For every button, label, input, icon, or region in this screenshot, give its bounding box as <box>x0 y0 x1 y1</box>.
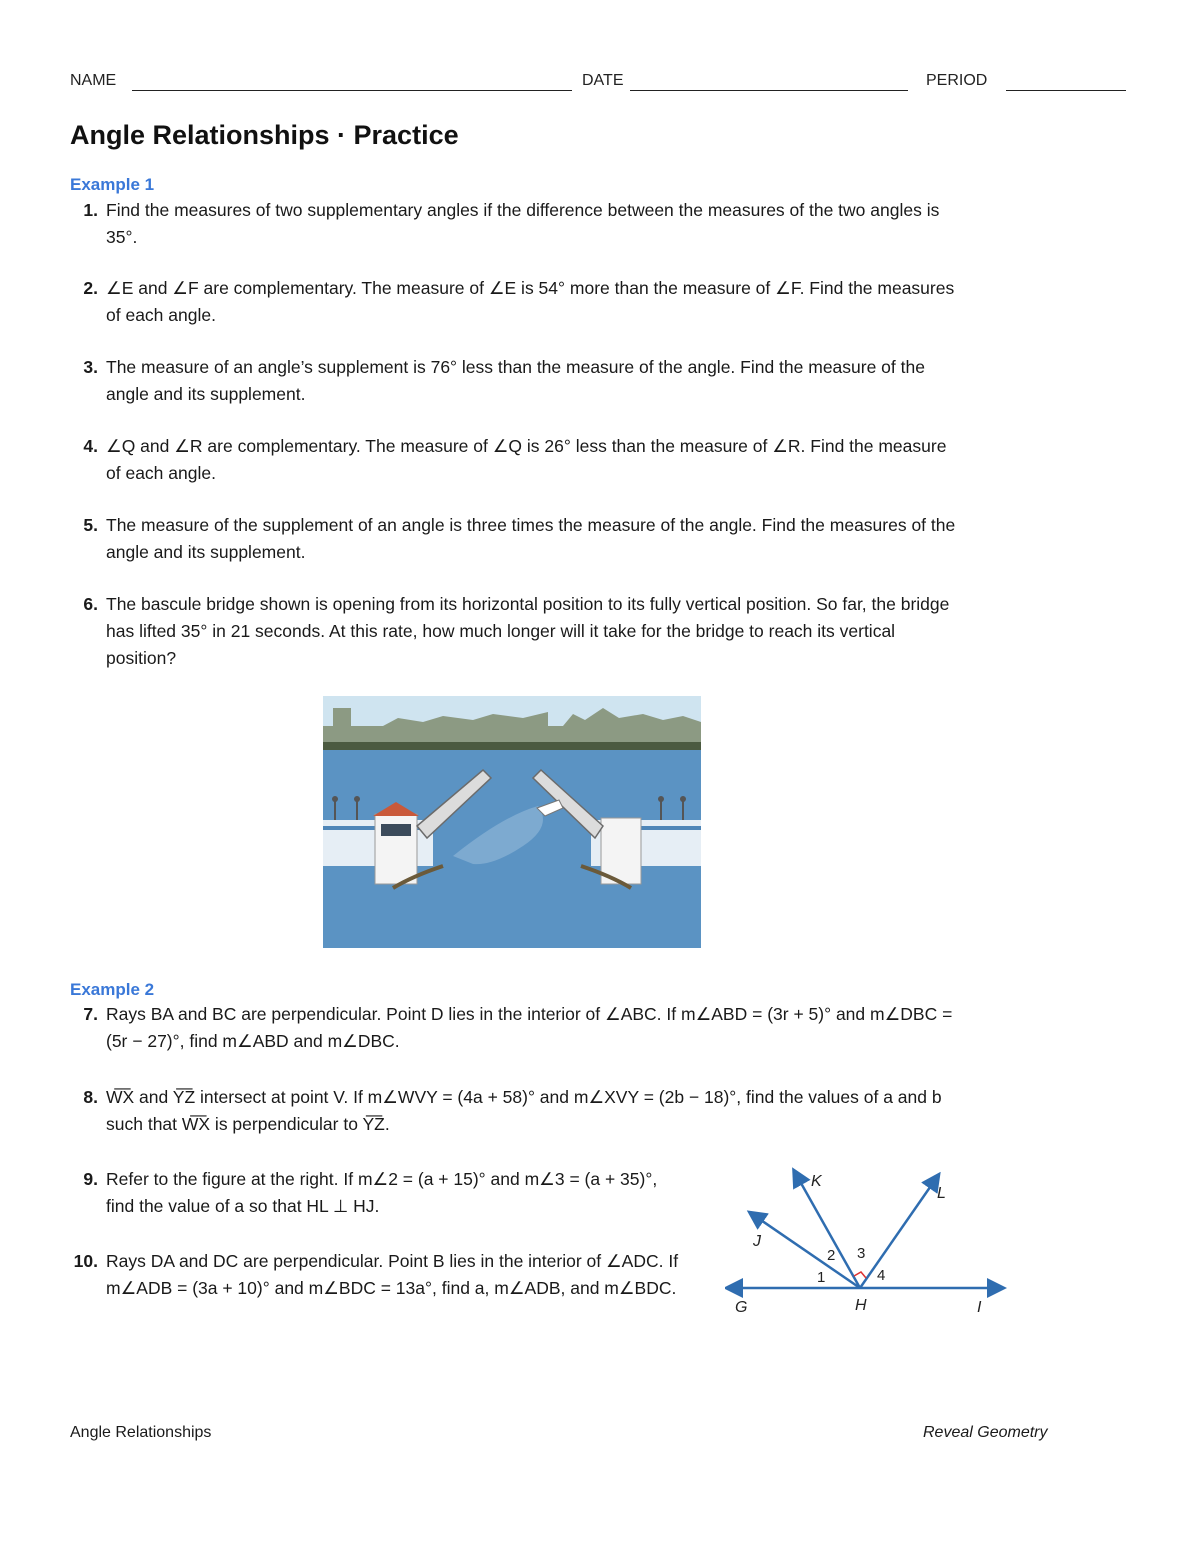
problem-text: Rays BA and BC are perpendicular. Point D lies in the interior of ∠ABC. If m∠ABD = (3r + 5)° and m∠DBC = (5r − 27)°, find m∠ABD and m∠DBC. <box>106 1004 953 1051</box>
problem-text: The measure of an angle’s supplement is 76° less than the measure of the angle. Find the measure of the angle and its supplement. <box>106 357 925 404</box>
problem-number: 2. <box>83 278 98 298</box>
date-label: DATE <box>582 72 624 89</box>
angle-figure <box>725 1160 1015 1320</box>
bascule-bridge-illustration <box>323 696 701 948</box>
problem-number: 8. <box>83 1087 98 1107</box>
section-example-1: Example 1 <box>70 175 155 194</box>
period-label: PERIOD <box>926 72 988 89</box>
problem-10 <box>70 1248 690 1302</box>
page-title: Angle Relationships · Practice <box>70 120 459 150</box>
footer-course-title: Angle Relationships <box>70 1424 212 1441</box>
problem-text: The bascule bridge shown is opening from its horizontal position to its fully vertical position. So far, the bridge has lifted 35° in 21 seconds. At this rate, how much longer will it take for the bridge to reach its vertical position? <box>106 594 950 668</box>
period-field[interactable] <box>1006 90 1126 91</box>
label-i: I <box>977 1299 982 1316</box>
label-j: J <box>753 1233 761 1250</box>
ray-hk <box>797 1176 860 1288</box>
date-field[interactable] <box>630 90 908 91</box>
problem-7 <box>70 1001 960 1055</box>
problem-6 <box>70 591 960 672</box>
name-label: NAME <box>70 72 117 89</box>
problem-text: Refer to the figure at the right. If m∠2 = (a + 15)° and m∠3 = (a + 35)°, find the value of a so that HL ⊥ HJ. <box>106 1169 658 1216</box>
problem-9 <box>70 1166 690 1220</box>
label-h: H <box>855 1297 867 1314</box>
problem-1 <box>70 197 960 251</box>
student-info-header <box>70 70 1130 96</box>
problem-3 <box>70 354 960 408</box>
label-l: L <box>937 1185 946 1202</box>
problem-5 <box>70 512 960 566</box>
problem-text: The measure of the supplement of an angle is three times the measure of the angle. Find the measures of the angle and its supplement. <box>106 515 956 562</box>
label-g: G <box>735 1299 748 1316</box>
right-angle-mark <box>854 1272 866 1278</box>
problem-number: 5. <box>83 515 98 535</box>
problem-text: ∠E and ∠F are complementary. The measure of ∠E is 54° more than the measure of ∠F. Find the measures of each angle. <box>106 278 955 325</box>
angle-label-4: 4 <box>877 1267 886 1284</box>
section-example-2: Example 2 <box>70 980 155 999</box>
problem-number: 3. <box>83 357 98 377</box>
angle-label-1: 1 <box>817 1269 826 1286</box>
name-field[interactable] <box>132 90 572 91</box>
problem-text: W͞X and Y͞Z intersect at point V. If m∠WVY = (4a + 58)° and m∠XVY = (2b − 18)°, find the values of a and b such that W͞X is perpendicular to Y͞Z. <box>106 1087 942 1134</box>
problem-number: 4. <box>83 436 98 456</box>
angle-label-3: 3 <box>857 1245 866 1262</box>
ray-hl <box>860 1180 935 1288</box>
far-shore <box>323 742 701 750</box>
problem-number: 6. <box>83 594 98 614</box>
footer-publisher: Reveal Geometry <box>923 1424 1048 1441</box>
problem-number: 1. <box>83 200 98 220</box>
problem-number: 10. <box>73 1251 98 1271</box>
problem-2 <box>70 275 960 329</box>
angle-label-2: 2 <box>827 1247 836 1264</box>
problem-text: Rays DA and DC are perpendicular. Point B lies in the interior of ∠ADC. If m∠ADB = (3a + 10)° and m∠BDC = 13a°, find a, m∠ADB, and m∠BDC. <box>106 1251 679 1298</box>
problem-number: 7. <box>83 1004 98 1024</box>
label-k: K <box>811 1173 822 1190</box>
problem-4 <box>70 433 960 487</box>
problem-8 <box>70 1084 960 1138</box>
problem-number: 9. <box>83 1169 98 1189</box>
ray-hj <box>755 1216 860 1288</box>
problem-text: Find the measures of two supplementary angles if the difference between the measures of the two angles is 35°. <box>106 200 940 247</box>
problem-text: ∠Q and ∠R are complementary. The measure of ∠Q is 26° less than the measure of ∠R. Find the measure of each angle. <box>106 436 947 483</box>
